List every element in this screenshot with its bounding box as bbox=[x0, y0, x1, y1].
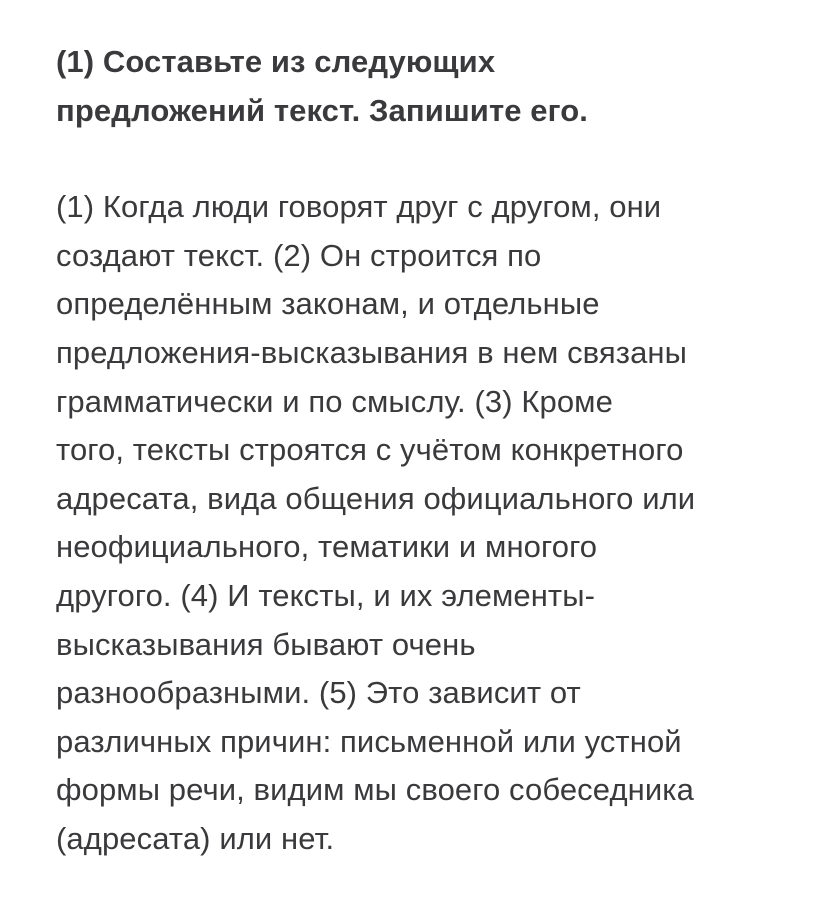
passage-line: того, тексты строятся с учётом конкретного bbox=[56, 432, 684, 468]
passage-line: грамматически и по смыслу. (3) Кроме bbox=[56, 383, 613, 419]
passage-line: неофициального, тематики и многого bbox=[56, 529, 598, 565]
passage-line: различных причин: письменной или устной bbox=[56, 723, 682, 759]
passage-line: (1) Когда люди говорят друг с другом, они bbox=[56, 189, 662, 225]
task-title-line: (1) Составьте из следующих bbox=[56, 44, 496, 79]
document-page bbox=[56, 38, 786, 864]
passage-line: высказывания бывают очень bbox=[56, 626, 476, 662]
task-title bbox=[56, 38, 786, 135]
task-title-line: предложений текст. Запишите его. bbox=[56, 92, 588, 128]
passage-text bbox=[56, 183, 786, 863]
passage-line: адресата, вида общения официального или bbox=[56, 480, 696, 516]
passage-line: (адресата) или нет. bbox=[56, 820, 335, 856]
passage-line: предложения-высказывания в нем связаны bbox=[56, 334, 688, 370]
passage-line: определённым законам, и отдельные bbox=[56, 286, 600, 322]
passage-line: разнообразными. (5) Это зависит от bbox=[56, 675, 581, 711]
passage-line: формы речи, видим мы своего собеседника bbox=[56, 772, 694, 808]
passage-line: создают текст. (2) Он строится по bbox=[56, 237, 542, 273]
passage-line: другого. (4) И тексты, и их элементы- bbox=[56, 577, 596, 613]
